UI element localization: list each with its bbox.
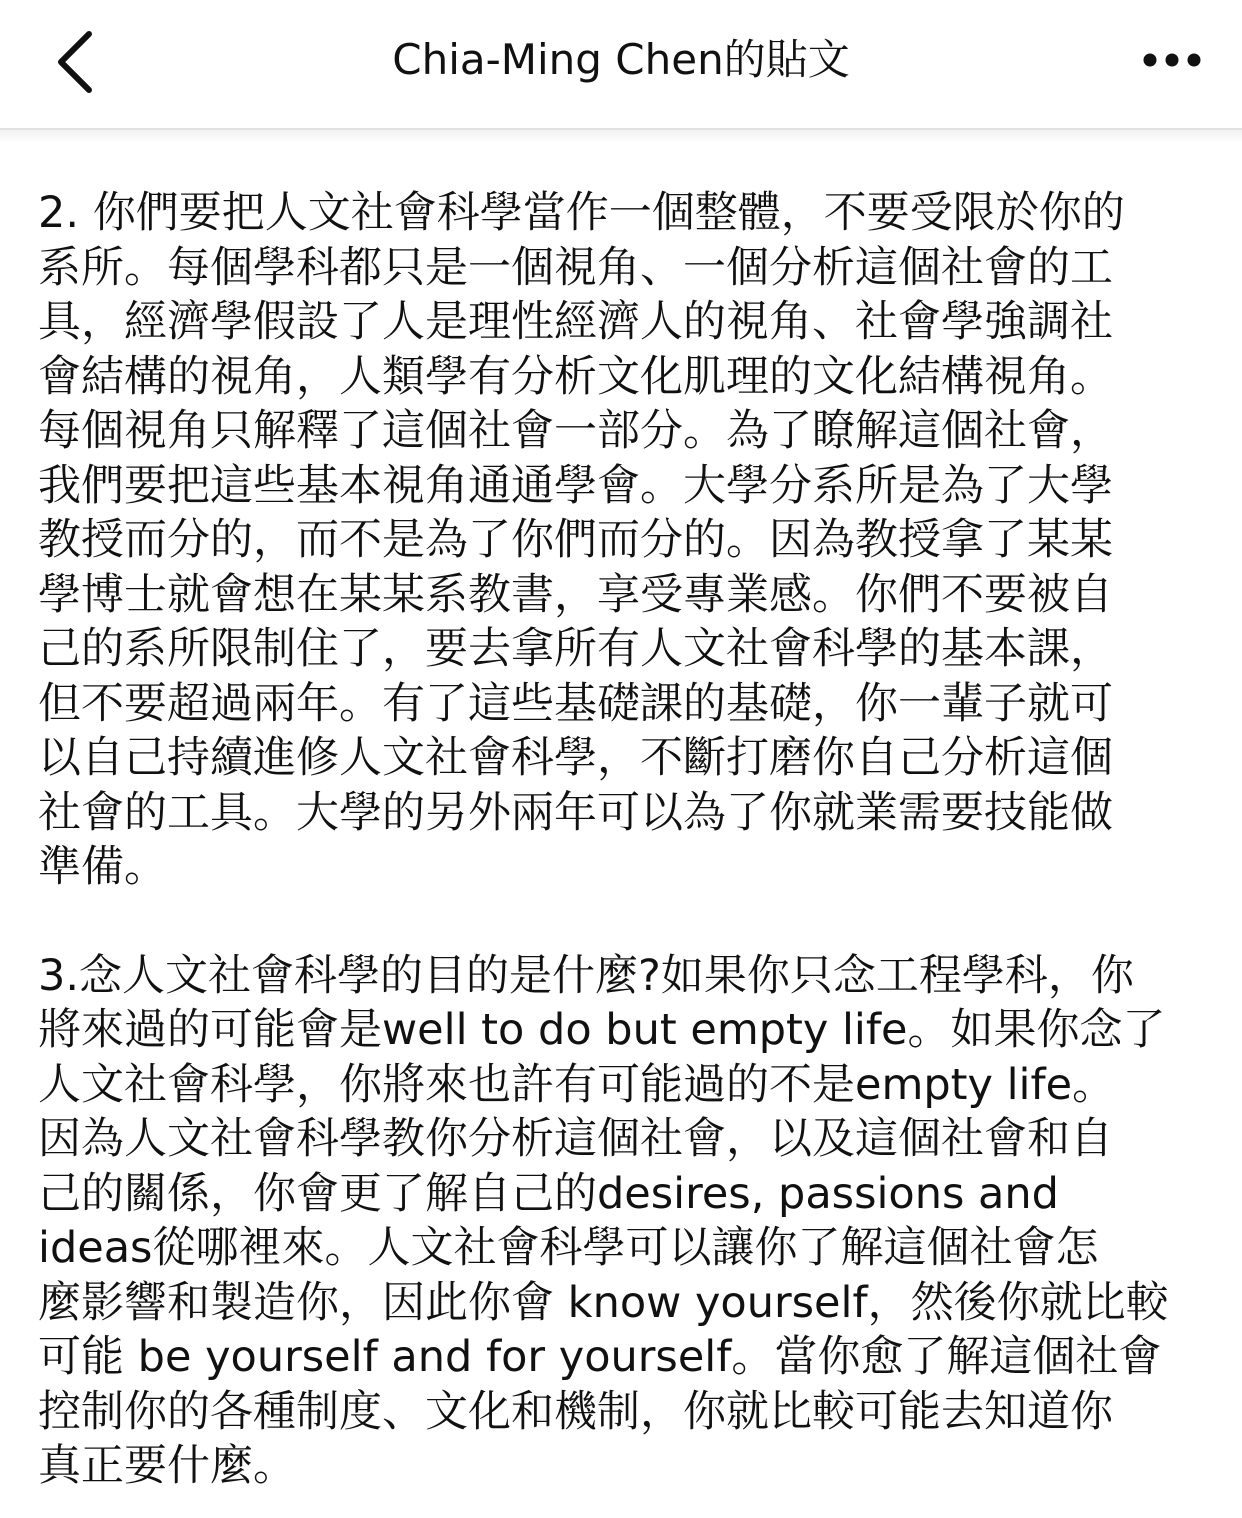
navigation-bar bbox=[0, 0, 1242, 130]
post-paragraph-2: 2. 你們要把人文社會科學當作一個整體，不要受限於你的 系所。每個學科都只是一個視角、一個分析這個社會的工 具，經濟學假設了人是理性經濟人的視角、社會學強調社 會結構的視角，人類學有分析文化肌理的文化結構視角。 每個視角只解釋了這個社會一部分。為了瞭解這個社會， 我們要把這些基本視角通通學會。大學分系所是為了大學 教授而分的，而不是為了你們而分的。因為教授拿了某某 學博士就會想在某某系教書，享受專業感。你們不要被自 己的系所限制住了，要去拿所有人文社會科學的基本課， 但不要超過兩年。有了這些基礎課的基礎，你一輩子就可 以自己持續進修人文社會科學，不斷打磨你自己分析這個 社會的工具。大學的另外兩年可以為了你就業需要技能做 準備。 bbox=[38, 188, 1125, 892]
back-button[interactable] bbox=[40, 22, 110, 102]
more-horizontal-icon bbox=[1142, 52, 1202, 68]
post-paragraph-3: 3.念人文社會科學的目的是什麼?如果你只念工程學科，你 將來過的可能會是well to do but empty life。如果你念了 人文社會科學，你將來也許有可能過的不是empty life。 因為人文社會科學教你分析這個社會，以及這個社會和自 己的關係，你會更了解自己的desires, passions and ideas從哪裡來。人文社會科學可以讓你了解這個社會怎 麼影響和製造你，因此你會 know yourself，然後你就比較 可能 be yourself and for yourself。當你愈了解這個社會 控制你的各種制度、文化和機制，你就比較可能去知道你 真正要什麼。 bbox=[38, 950, 1169, 1491]
chevron-left-icon bbox=[55, 30, 95, 94]
page-title: Chia-Ming Chen的貼文 bbox=[392, 35, 850, 84]
more-options-button[interactable] bbox=[1132, 30, 1212, 90]
post-body bbox=[38, 186, 1208, 1494]
nav-divider-shadow bbox=[0, 130, 1242, 144]
